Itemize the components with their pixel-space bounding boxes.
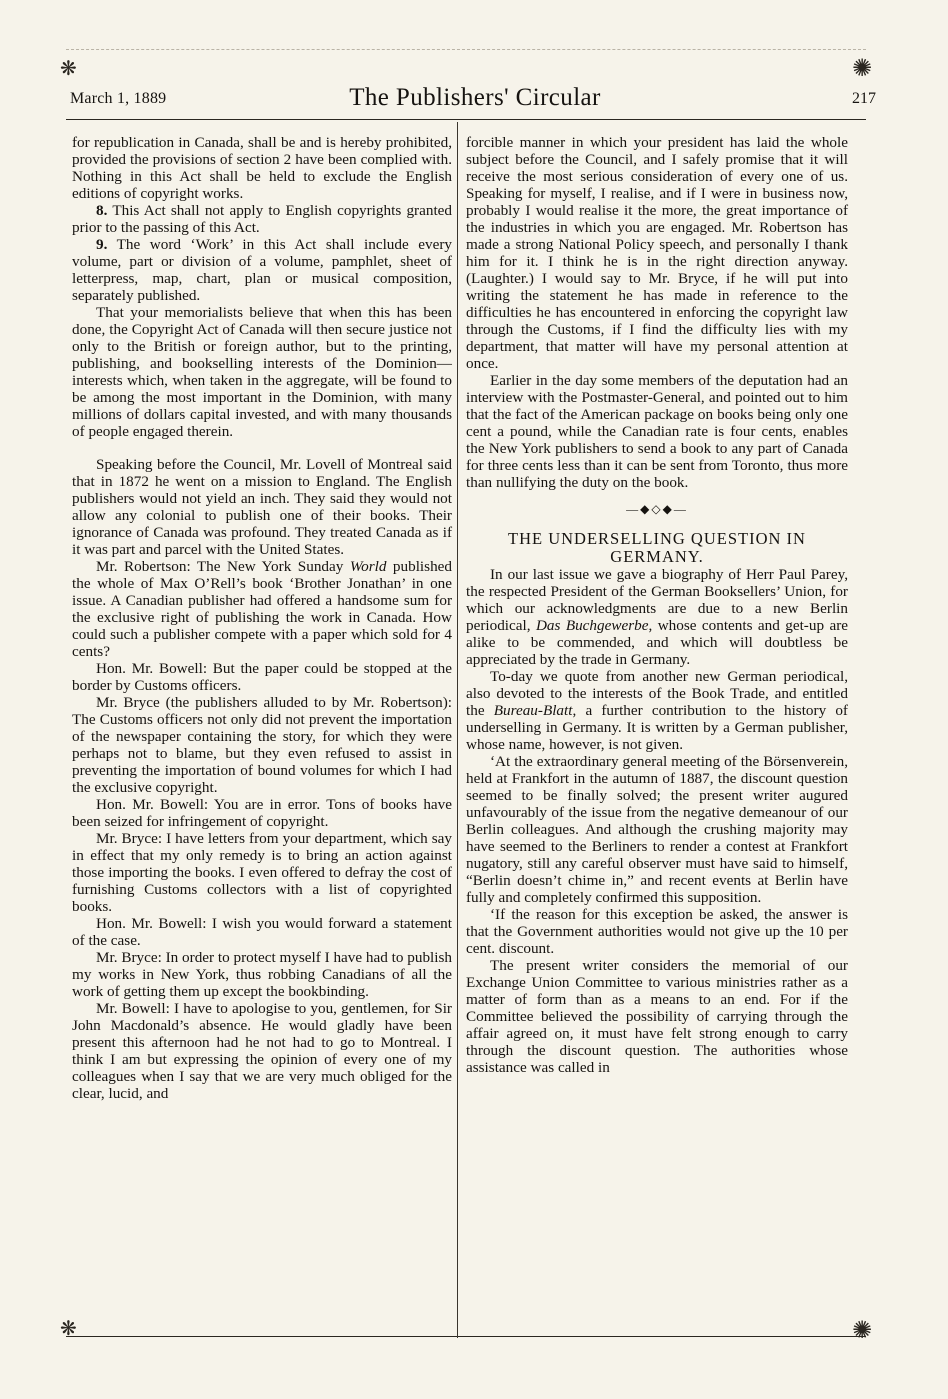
paragraph xyxy=(72,796,452,830)
column-divider xyxy=(457,122,458,1338)
paragraph xyxy=(72,915,452,949)
paragraph-text: Hon. Mr. Bowell: I wish you would forward a statement of the case. xyxy=(72,915,452,949)
paragraph xyxy=(466,134,848,372)
paragraph-text: The present writer considers the memorial of our Exchange Union Committee to various ministries rather as a matter of form than as a means to an end. For if the Committee believed the possibility of carrying through the affair agreed on, it must have felt strong enough to carry through the discount question. The authorities whose assistance was called in xyxy=(466,957,848,1076)
section-heading-line-1: THE UNDERSELLING QUESTION IN xyxy=(508,529,806,548)
paragraph-text: Mr. Bowell: I have to apologise to you, gentlemen, for Sir John Macdonald’s absence. He would gladly have been present this afternoon had he not had to go to Montreal. I think I am but expressing the opinion of every one of my colleagues when I say that we are very much obliged for the clear, lucid, and xyxy=(72,1000,452,1102)
header-rule xyxy=(66,119,866,120)
paragraph-text: Mr. Bryce: In order to protect myself I have had to publish my works in New York, thus robbing Canadians of all the work of getting them up except the bookbinding. xyxy=(72,949,452,1000)
italic-title: World xyxy=(349,558,387,575)
paragraph xyxy=(72,830,452,915)
paragraph-text: Mr. Bryce (the publishers alluded to by Mr. Robertson): The Customs officers not only did not prevent the importation of the newspaper containing the story, for which they were perhaps not to blame, but they even refused to assist in preventing the importation of bound volumes for which I had the exclusive copyright. xyxy=(72,694,452,796)
paragraph-text: ‘At the extraordinary general meeting of the Börsenverein, held at Frankfort in the autumn of 1887, the discount question seemed to be finally solved; the present writer augured unfavourably of the issue from the negative demeanour of our Berlin colleagues. And although the crushing majority may have seemed to the Berliners to render a contest at Frankfort nugatory, still any careful observer must have said to himself, “Berlin doesn’t chime in,” and recent events at Berlin have fully and completely confirmed this supposition. xyxy=(466,753,848,906)
paragraph xyxy=(72,236,452,304)
paragraph-text-lead: To-day we quote from another new German periodical, also devoted to the interests of the Book Trade, and entitled the xyxy=(466,668,848,719)
paragraph xyxy=(72,558,452,660)
paragraph-text: Hon. Mr. Bowell: But the paper could be stopped at the border by Customs officers. xyxy=(72,660,452,694)
paragraph-text-lead: Mr. Robertson: The New York Sunday xyxy=(96,558,350,575)
page-header xyxy=(70,84,880,114)
paragraph-text: This Act shall not apply to English copyrights granted prior to the passing of this Act. xyxy=(72,202,452,236)
paragraph-text: forcible manner in which your president has laid the whole subject before the Council, and I safely promise that it will receive the most serious consideration of every one of us. Speaking for myself, I realise, and if I were in business now, probably I would realise it the more, the great importance of the industries in which you are engaged. Mr. Robertson has made a strong National Policy speech, and personally I thank him for it. I think he is in the right direction anyway. (Laughter.) I would say to Mr. Bryce, if he will put into writing the statement he has made in reference to the difficulties he has encountered in enforcing the copyright law through the Customs, if I find the difficulty lies with my department, that matter will have my personal attention at once. xyxy=(466,134,848,372)
paragraph-text: Speaking before the Council, Mr. Lovell of Montreal said that in 1872 he went on a mission to England. The English publishers would not yield an inch. They said they would not allow any colonial to publish one of their books. Their ignorance of Canada was profound. They treated Canada as if it was part and parcel with the United States. xyxy=(72,456,452,558)
paragraph-text: Hon. Mr. Bowell: You are in error. Tons of books have been seized for infringement of copyright. xyxy=(72,796,452,830)
paragraph xyxy=(72,694,452,796)
clause-number: 8. xyxy=(96,202,108,219)
top-dashed-rule xyxy=(66,49,866,50)
corner-ornament-bottom-left: ❋ xyxy=(60,1316,77,1340)
section-ornament: —◆◇◆— xyxy=(626,502,688,516)
paragraph-text: Earlier in the day some members of the deputation had an interview with the Postmaster-General, and pointed out to him that the fact of the American package on books being only one cent a pound, while the Canadian rate is four cents, enables the New York publishers to send a book to any part of Canada for three cents less than it can be sent from Toronto, thus more than nullifying the duty on the book. xyxy=(466,372,848,491)
corner-ornament-top-right: ✺ xyxy=(852,54,873,82)
paragraph xyxy=(466,906,848,957)
paragraph xyxy=(72,134,452,202)
paragraph xyxy=(466,668,848,753)
paragraph xyxy=(466,753,848,906)
left-column xyxy=(72,134,452,1102)
section-heading-line-2: GERMANY. xyxy=(610,547,704,566)
right-column-continuation xyxy=(466,134,848,491)
paragraph xyxy=(72,1000,452,1102)
page-number: 217 xyxy=(852,90,876,107)
paragraph xyxy=(72,456,452,558)
paragraph xyxy=(72,202,452,236)
paragraph-text: Mr. Bryce: I have letters from your department, which say in effect that my only remedy is to bring an action against those importing the books. I even offered to defray the cost of furnishing Customs collectors with a list of copyrighted books. xyxy=(72,830,452,915)
corner-ornament-bottom-right: ✺ xyxy=(852,1316,873,1344)
paragraph-text: , a further contribution to the history of underselling in Germany. It is written by a German publisher, whose name, however, is not given. xyxy=(466,702,848,753)
issue-date: March 1, 1889 xyxy=(70,90,167,107)
paragraph xyxy=(466,566,848,668)
footer-rule xyxy=(66,1336,866,1337)
paragraph xyxy=(72,304,452,440)
paragraph xyxy=(72,660,452,694)
paragraph-text: The word ‘Work’ in this Act shall include every volume, part or division of a volume, pamphlet, sheet of letterpress, map, chart, plan or musical composition, separately published. xyxy=(72,236,452,304)
paragraph xyxy=(466,957,848,1076)
paragraph xyxy=(72,949,452,1000)
paragraph xyxy=(466,372,848,491)
paragraph-text: ‘If the reason for this exception be asked, the answer is that the Government authorities would not give up the 10 per cent. discount. xyxy=(466,906,848,957)
paragraph-text: published the whole of Max O’Rell’s book ‘Brother Jonathan’ in one issue. A Canadian publisher had offered a handsome sum for the exclusive right of publishing the work in Canada. How could such a publisher compete with a paper which sold for 4 cents? xyxy=(72,558,452,660)
paragraph-text-lead: In our last issue we gave a biography of Herr Paul Parey, the respected President of the German Booksellers’ Union, for which our acknowledgments are due to a new Berlin periodical, xyxy=(466,566,848,634)
section-heading xyxy=(466,530,848,566)
paragraph-text: That your memorialists believe that when this has been done, the Copyright Act of Canada will then secure justice not only to the British or foreign author, but to the printing, publishing, and bookselling interests of the Dominion—interests which, when taken in the aggregate, will be found to be among the most important in the Dominion, with many millions of dollars capital invested, and with many thousands of people engaged therein. xyxy=(72,304,452,440)
paragraph-text: for republication in Canada, shall be and is hereby prohibited, provided the provisions of section 2 have been complied with. Nothing in this Act shall be held to exclude the English editions of copyright works. xyxy=(72,134,452,202)
clause-number: 9. xyxy=(96,236,108,253)
paragraph-text: , whose contents and get-up are alike to be commended, and which will doubtless be appreciated by the trade in Germany. xyxy=(466,617,848,668)
italic-title: Das Buchgewerbe xyxy=(535,617,649,634)
publication-title: The Publishers' Circular xyxy=(349,84,601,111)
article-underselling xyxy=(466,566,848,1076)
right-column xyxy=(466,134,848,1076)
corner-ornament-top-left: ❋ xyxy=(60,56,77,80)
italic-title: Bureau-Blatt xyxy=(493,702,573,719)
